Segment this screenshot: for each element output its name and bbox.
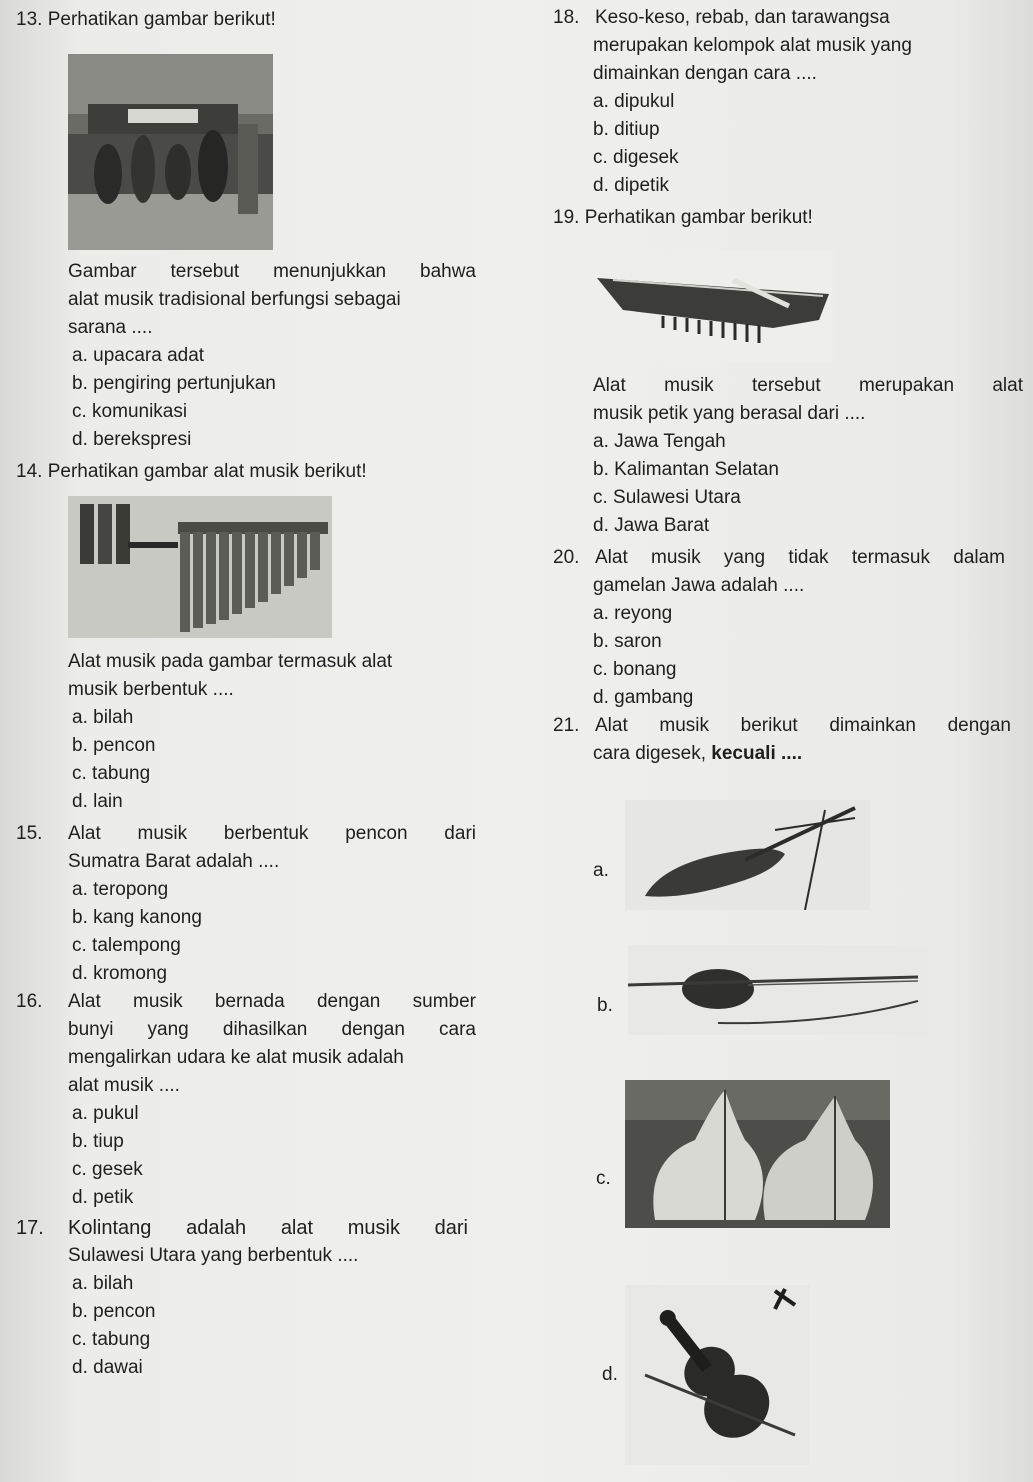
ceremony-photo bbox=[68, 54, 273, 250]
option-16c[interactable]: c. gesek bbox=[72, 1159, 143, 1180]
option-15b[interactable]: b. kang kanong bbox=[72, 907, 202, 928]
option-15d[interactable]: d. kromong bbox=[72, 963, 168, 984]
option-19c[interactable]: c. Sulawesi Utara bbox=[593, 487, 741, 508]
question-number: 14. bbox=[16, 461, 43, 482]
option-21a[interactable]: a. bbox=[593, 860, 609, 881]
question-15: 15. Alat musik berbentuk pencon dari Sumatra Barat adalah .... a. teropong b. kang kanong c. talempong d. kromong bbox=[16, 820, 476, 988]
question-number: 19. bbox=[553, 207, 580, 228]
question-18: 18. Keso-keso, rebab, dan tarawangsa merupakan kelompok alat musik yang dimainkan dengan cara .... a. dipukul b. ditiup c. digesek d. dipetik bbox=[553, 4, 1023, 200]
option-13a[interactable]: a. upacara adat bbox=[72, 345, 205, 366]
question-number: 18. bbox=[553, 7, 580, 28]
question-prompt: Perhatikan gambar alat musik berikut! bbox=[47, 461, 367, 482]
option-14c[interactable]: c. tabung bbox=[72, 763, 151, 784]
option-18d[interactable]: d. dipetik bbox=[593, 175, 670, 196]
option-19b[interactable]: b. Kalimantan Selatan bbox=[593, 459, 779, 480]
option-17a[interactable]: a. bilah bbox=[72, 1273, 134, 1294]
option-18b[interactable]: b. ditiup bbox=[593, 119, 660, 140]
question-number: 15. bbox=[16, 823, 43, 844]
option-13b[interactable]: b. pengiring pertunjukan bbox=[72, 373, 276, 394]
option-14b[interactable]: b. pencon bbox=[72, 735, 156, 756]
option-21b[interactable]: b. bbox=[597, 995, 613, 1016]
option-17c[interactable]: c. tabung bbox=[72, 1329, 151, 1350]
question-number: 21. bbox=[553, 715, 580, 736]
question-16: 16. Alat musik bernada dengan sumber bunyi yang dihasilkan dengan cara mengalirkan udara ke alat musik adalah alat musik .... a. pukul b. tiup c. gesek d. petik bbox=[16, 988, 476, 1212]
option-21c[interactable]: c. bbox=[596, 1168, 611, 1189]
option-16b[interactable]: b. tiup bbox=[72, 1131, 124, 1152]
question-number: 17. bbox=[16, 1217, 44, 1239]
emphasis-kecuali: kecuali .... bbox=[711, 743, 803, 764]
question-20: 20. Alat musik yang tidak termasuk dalam gamelan Jawa adalah .... a. reyong b. saron c. bonang d. gambang bbox=[553, 544, 1023, 712]
question-21: 21. Alat musik berikut dimainkan dengan cara digesek, kecuali .... bbox=[553, 712, 1023, 768]
right-column bbox=[553, 4, 1023, 768]
question-number: 20. bbox=[553, 547, 580, 568]
option-20d[interactable]: d. gambang bbox=[593, 687, 694, 708]
violin-image bbox=[625, 1285, 810, 1465]
question-prompt: Perhatikan gambar berikut! bbox=[584, 207, 813, 228]
option-20a[interactable]: a. reyong bbox=[593, 603, 673, 624]
option-16d[interactable]: d. petik bbox=[72, 1187, 134, 1208]
bilah-instrument-photo bbox=[68, 496, 332, 638]
kecapi-photo bbox=[593, 250, 833, 362]
option-20b[interactable]: b. saron bbox=[593, 631, 662, 652]
option-16a[interactable]: a. pukul bbox=[72, 1103, 139, 1124]
question-prompt: Perhatikan gambar berikut! bbox=[47, 9, 276, 30]
option-20c[interactable]: c. bonang bbox=[593, 659, 677, 680]
option-14a[interactable]: a. bilah bbox=[72, 707, 134, 728]
tarawangsa-photo bbox=[625, 1080, 890, 1228]
left-column bbox=[16, 6, 476, 1382]
option-14d[interactable]: d. lain bbox=[72, 791, 123, 812]
option-18a[interactable]: a. dipukul bbox=[593, 91, 675, 112]
keso-keso-image bbox=[625, 800, 870, 910]
option-17b[interactable]: b. pencon bbox=[72, 1301, 156, 1322]
option-15c[interactable]: c. talempong bbox=[72, 935, 181, 956]
question-14: 14. Perhatikan gambar alat musik berikut! Alat musik pada gambar termasuk alat musik berbentuk .... a. bilah b. pencon c. tabung d. lain bbox=[16, 458, 476, 816]
question-number: 13. bbox=[16, 9, 43, 30]
option-15a[interactable]: a. teropong bbox=[72, 879, 169, 900]
question-13: 13. Perhatikan gambar berikut! Gambar tersebut menunjukkan bahwa alat musik tradisional berfungsi sebagai sarana .... a. upacara adat b. pengiring pertunjukan c. komunikasi d. berekspresi bbox=[16, 6, 476, 454]
option-21d[interactable]: d. bbox=[602, 1364, 618, 1385]
option-19a[interactable]: a. Jawa Tengah bbox=[593, 431, 726, 452]
option-19d[interactable]: d. Jawa Barat bbox=[593, 515, 710, 536]
question-number: 16. bbox=[16, 991, 43, 1012]
option-13d[interactable]: d. berekspresi bbox=[72, 429, 192, 450]
question-17: 17. Kolintang adalah alat musik dari Sulawesi Utara yang berbentuk .... a. bilah b. pencon c. tabung d. dawai bbox=[16, 1214, 476, 1382]
question-19: 19. Perhatikan gambar berikut! Alat musik tersebut merupakan alat musik petik yang berasal dari .... a. Jawa Tengah b. Kalimantan Selatan c. Sulawesi Utara d. Jawa Barat bbox=[553, 204, 1023, 540]
option-13c[interactable]: c. komunikasi bbox=[72, 401, 188, 422]
option-18c[interactable]: c. digesek bbox=[593, 147, 679, 168]
option-17d[interactable]: d. dawai bbox=[72, 1357, 143, 1378]
rebab-image bbox=[628, 945, 928, 1035]
